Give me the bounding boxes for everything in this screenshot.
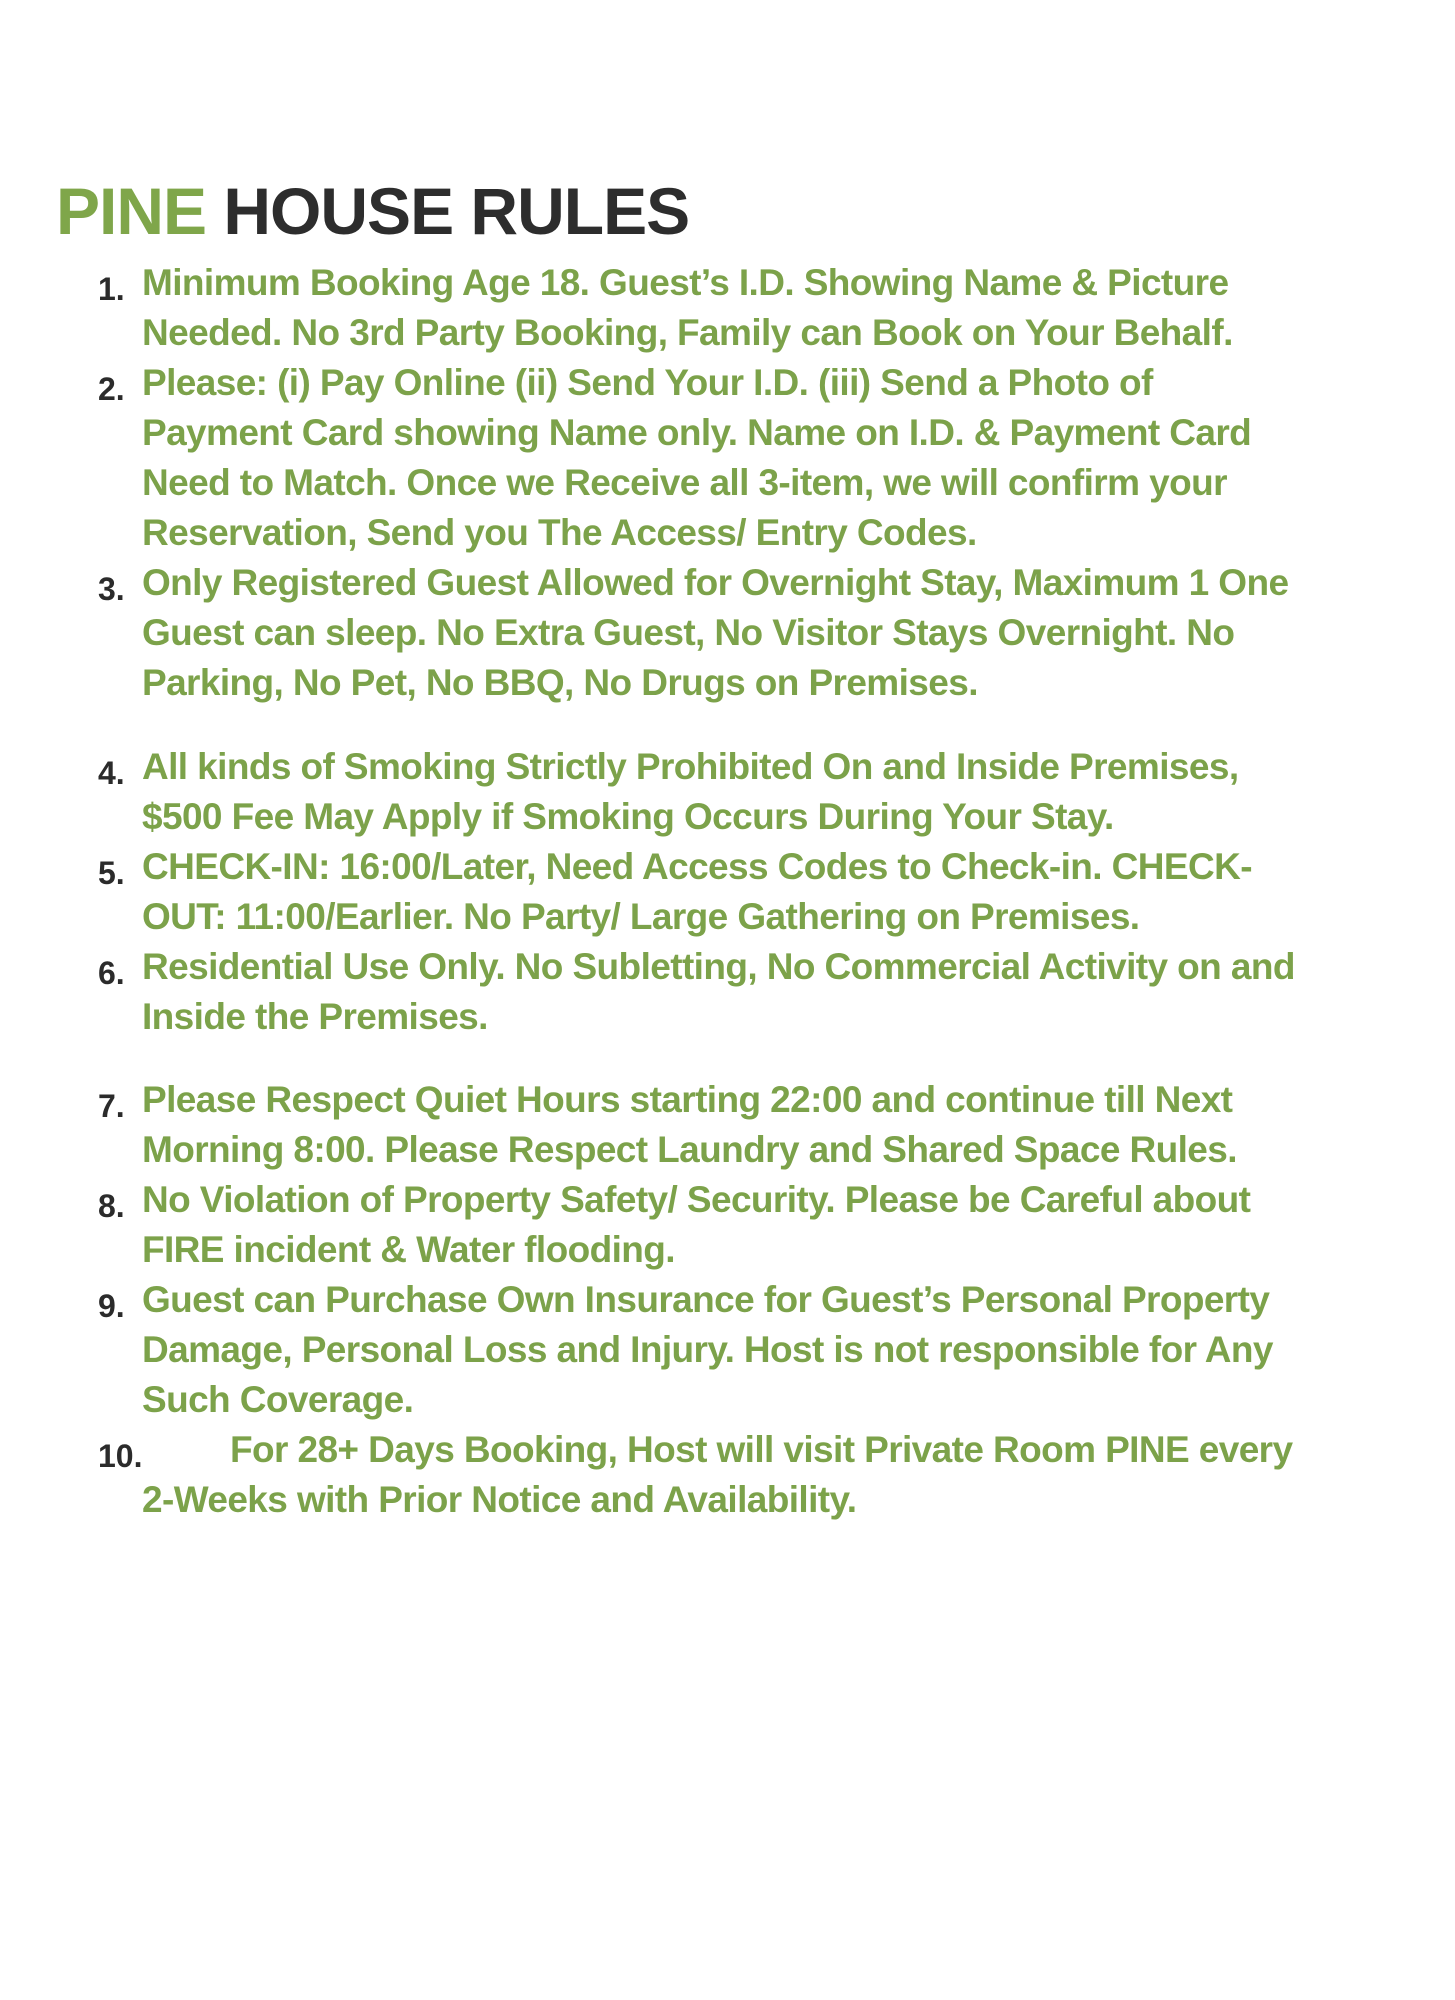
rule-line: Need to Match. Once we Receive all 3-item, we will confirm your [142,462,1227,503]
rule-line: Only Registered Guest Allowed for Overnight Stay, Maximum 1 One [142,562,1289,603]
rule-number: 6. [98,955,125,991]
title-accent: PINE [56,174,207,248]
rule-line: CHECK-IN: 16:00/Later, Need Access Codes to Check-in. CHECK- [142,846,1252,887]
rule-line: $500 Fee May Apply if Smoking Occurs During Your Stay. [142,796,1114,837]
rule-number: 10. [98,1438,143,1474]
rule-line: OUT: 11:00/Earlier. No Party/ Large Gathering on Premises. [142,896,1140,937]
rule-number: 8. [98,1188,125,1224]
rule-line: Payment Card showing Name only. Name on I.D. & Payment Card [142,412,1252,453]
rule-number: 3. [98,571,125,607]
rule-line: 2-Weeks with Prior Notice and Availability. [142,1479,857,1520]
rule-line: For 28+ Days Booking, Host will visit Private Room PINE every [230,1429,1293,1470]
page-title [56,174,690,248]
rule-line: Such Coverage. [142,1379,414,1420]
rule-number: 4. [98,755,125,791]
rule-line: Guest can Purchase Own Insurance for Guest’s Personal Property [142,1279,1270,1320]
rule-number: 1. [98,271,125,307]
rule-line: Damage, Personal Loss and Injury. Host is not responsible for Any [142,1329,1273,1370]
rule-line: Residential Use Only. No Subletting, No Commercial Activity on and [142,946,1295,987]
rule-line: FIRE incident & Water flooding. [142,1229,675,1270]
rule-line: Needed. No 3rd Party Booking, Family can Book on Your Behalf. [142,312,1233,353]
rule-number: 9. [98,1288,125,1324]
rule-line: Parking, No Pet, No BBQ, No Drugs on Premises. [142,662,978,703]
rule-number: 2. [98,371,125,407]
rule-line: Morning 8:00. Please Respect Laundry and Shared Space Rules. [142,1129,1237,1170]
rule-line: Reservation, Send you The Access/ Entry Codes. [142,512,977,553]
rule-number: 5. [98,855,125,891]
rule-line: Guest can sleep. No Extra Guest, No Visitor Stays Overnight. No [142,612,1235,653]
rule-line: No Violation of Property Safety/ Security. Please be Careful about [142,1179,1251,1220]
rule-number: 7. [98,1088,125,1124]
rule-line: Inside the Premises. [142,996,488,1037]
rule-line: Please Respect Quiet Hours starting 22:00 and continue till Next [142,1079,1233,1120]
rule-line: Please: (i) Pay Online (ii) Send Your I.D. (iii) Send a Photo of [142,362,1153,403]
rule-line: All kinds of Smoking Strictly Prohibited On and Inside Premises, [142,746,1239,787]
rule-line: Minimum Booking Age 18. Guest’s I.D. Showing Name & Picture [142,262,1229,303]
title-rest: HOUSE RULES [223,174,690,248]
